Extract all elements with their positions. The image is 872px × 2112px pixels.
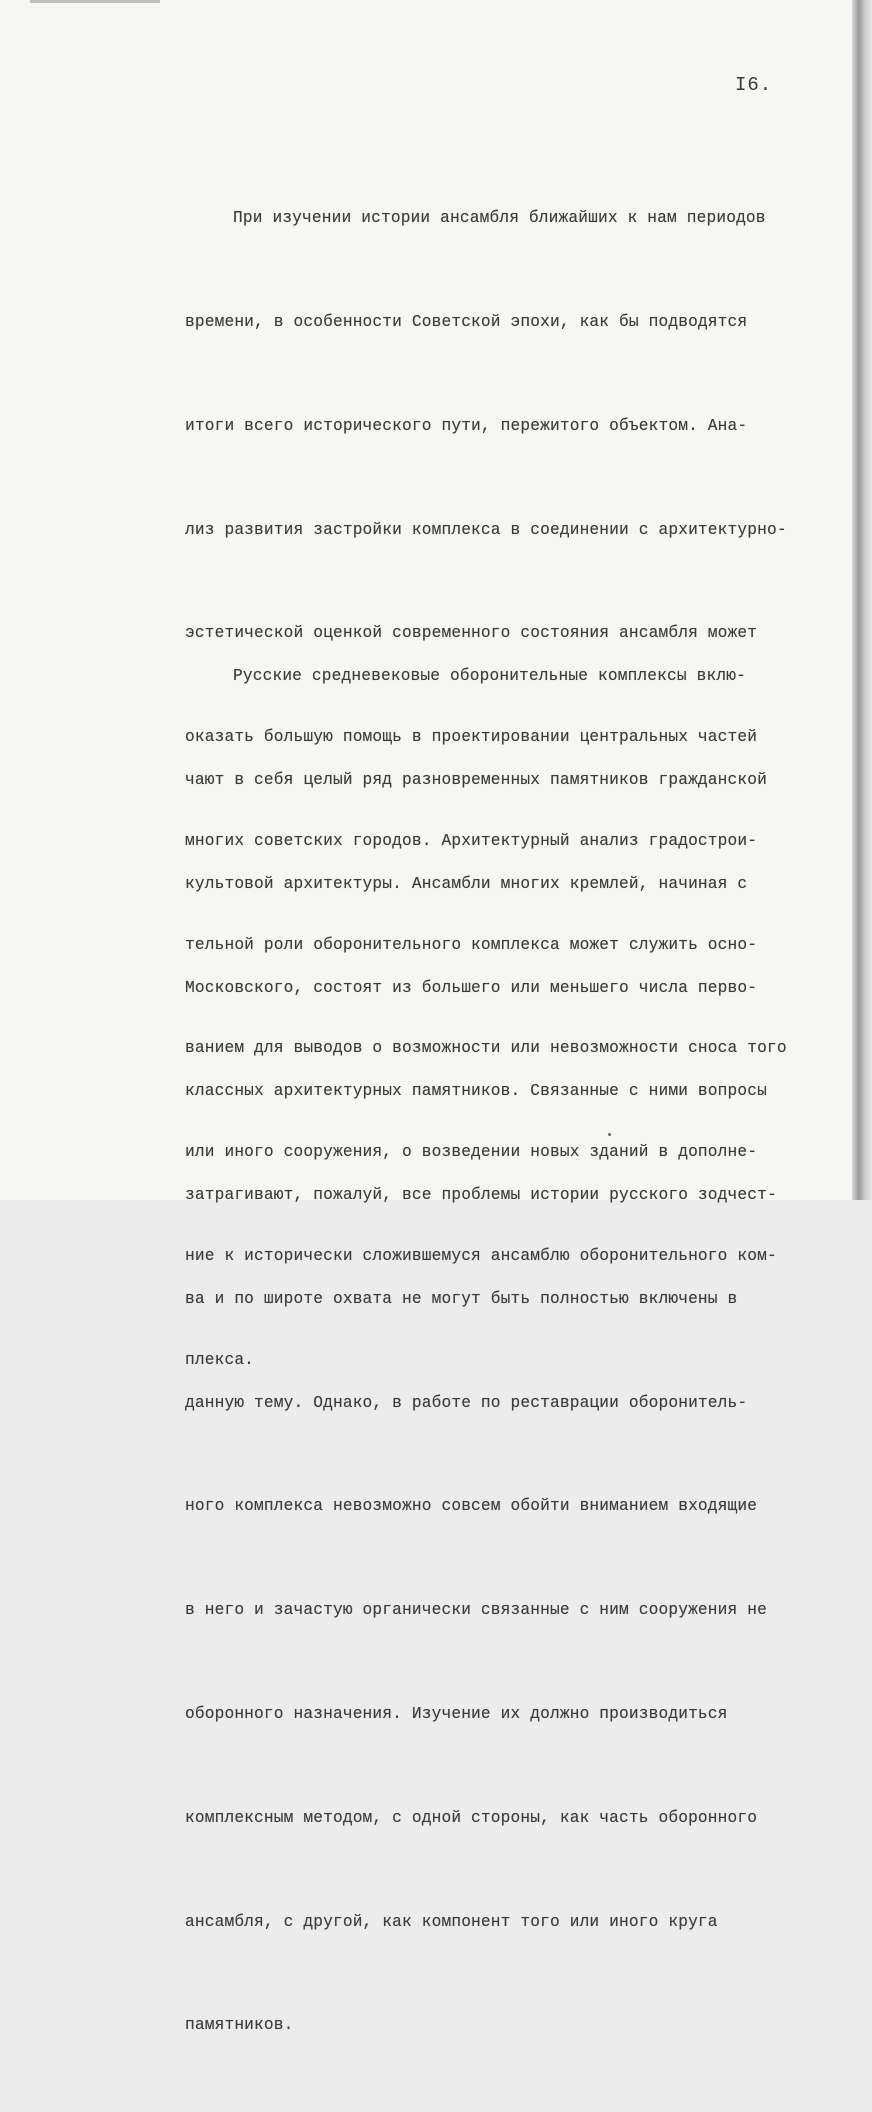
text-line: оказать большую помощь в проектировании центральных частей — [185, 728, 758, 747]
text-line: времени, в особенности Советской эпохи, как бы подводятся — [185, 312, 748, 331]
text-line: ного комплекса невозможно совсем обойти вниманием входящие — [185, 1497, 758, 1516]
text-line: ва и по широте охвата не могут быть полностью включены в — [185, 1289, 738, 1308]
text-line: памятников. — [185, 2016, 294, 2035]
scan-speck — [608, 1133, 611, 1136]
text-line: эстетической оценкой современного состояния ансамбля может — [185, 624, 758, 643]
text-line: ванием для выводов о возможности или невозможности сноса того — [185, 1039, 787, 1058]
text-line: итоги всего исторического пути, пережитого объектом. Ана- — [185, 416, 748, 435]
text-line: многих советских городов. Архитектурный анализ градострои- — [185, 831, 758, 850]
text-line: затрагивают, пожалуй, все проблемы истории русского зодчест- — [185, 1186, 777, 1205]
text-line: оборонного назначения. Изучение их должно производиться — [185, 1705, 728, 1723]
text-line: ансамбля, с другой, как компонент того или иного круга — [185, 1912, 718, 1931]
text-line: тельной роли оборонительного комплекса может служить осно- — [185, 935, 758, 954]
text-line: плекса. — [185, 1350, 255, 1369]
text-line: комплексным методом, с одной стороны, как часть оборонного — [185, 1808, 758, 1827]
scan-top-mark — [30, 0, 160, 3]
text-line: культовой архитектуры. Ансамбли многих кремлей, начиная с — [185, 874, 748, 893]
text-line: лиз развития застройки комплекса в соединении с архитектурно- — [185, 520, 787, 539]
text-line: ние к исторически сложившемуся ансамблю оборонительного ком- — [185, 1247, 777, 1265]
page-number: I6. — [735, 74, 773, 96]
text-line: Московского, состоят из большего или меньшего числа перво- — [185, 978, 758, 997]
text-line: в него и зачастую органически связанные с ним сооружения не — [185, 1601, 767, 1620]
page-edge-shadow — [852, 0, 872, 1200]
text-line: данную тему. Однако, в работе по реставрации оборонитель- — [185, 1393, 748, 1412]
text-line: При изучении истории ансамбля ближайших к нам периодов — [233, 209, 766, 228]
text-line: чают в себя целый ряд разновременных памятников гражданской — [185, 770, 767, 789]
text-line: классных архитектурных памятников. Связанные с ними вопросы — [185, 1082, 767, 1101]
text-line: или иного сооружения, о возведении новых зданий в дополне- — [185, 1143, 758, 1162]
paragraph-2 — [185, 590, 777, 2112]
text-line: Русские средневековые оборонительные комплексы вклю- — [233, 667, 746, 686]
